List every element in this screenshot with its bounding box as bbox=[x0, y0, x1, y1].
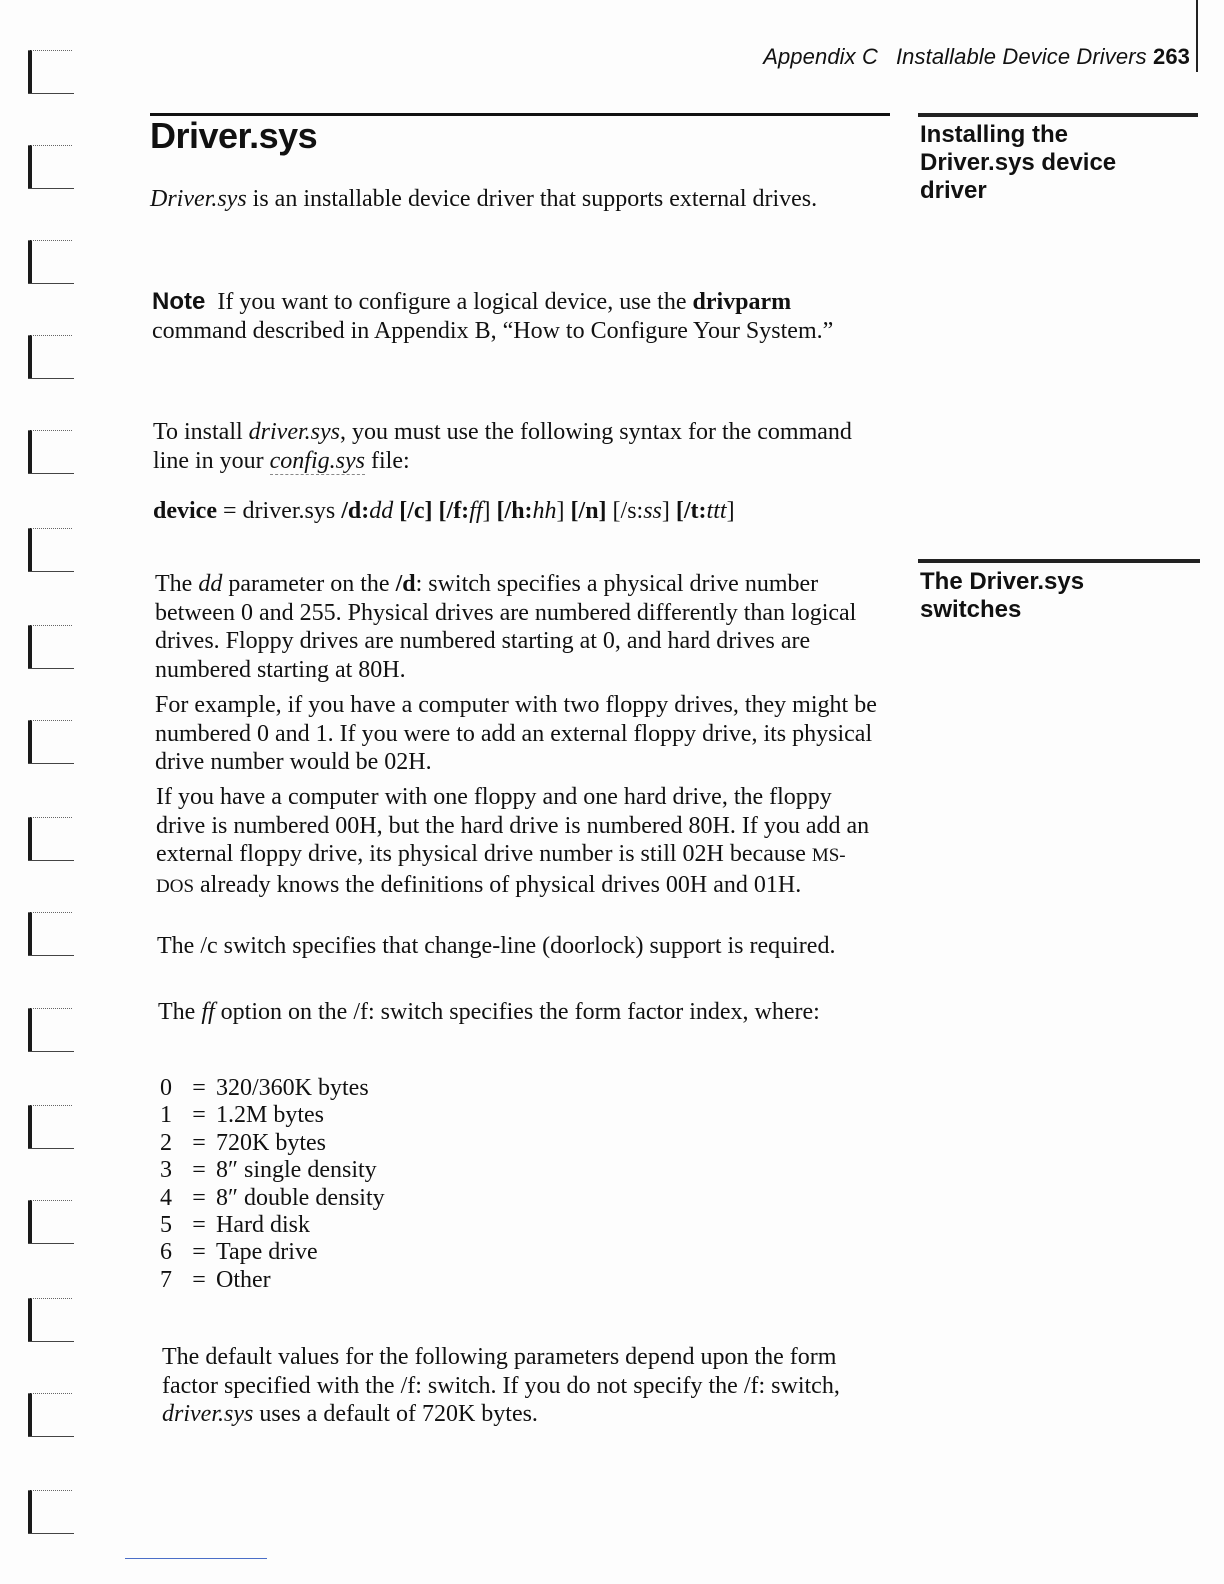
appendix-label: Appendix C bbox=[763, 44, 878, 69]
ff-eq: = bbox=[192, 1239, 206, 1266]
ff-desc: Other bbox=[216, 1266, 271, 1293]
example-paragraph: For example, if you have a computer with two floppy drives, they might be numbered 0 and 1. If you were to add an external floppy drive, its physical drive number would be 02H. bbox=[155, 692, 877, 775]
ff-index: 4 bbox=[160, 1184, 172, 1211]
list-item bbox=[160, 1267, 385, 1294]
tab-mark bbox=[28, 1008, 72, 1052]
ff-index: 6 bbox=[160, 1239, 172, 1266]
one-floppy-paragraph bbox=[156, 783, 881, 901]
syntax-t-switch: [/t: bbox=[675, 498, 707, 524]
list-item bbox=[160, 1130, 385, 1157]
list-item bbox=[160, 1102, 385, 1129]
syntax-dd: dd bbox=[369, 498, 394, 524]
tab-mark bbox=[28, 430, 72, 474]
syntax-f-switch: [/f: bbox=[438, 498, 470, 524]
footer-line bbox=[125, 1558, 267, 1559]
tab-mark bbox=[28, 912, 72, 956]
syntax-bracket: ] bbox=[482, 498, 497, 524]
driver-sys-term: Driver.sys bbox=[150, 186, 247, 212]
ff-eq: = bbox=[192, 1157, 206, 1184]
floppy-text-post: already knows the definitions of physical drives 00H and 01H. bbox=[194, 871, 802, 898]
syntax-ss: ss bbox=[643, 498, 662, 524]
floppy-text-pre: If you have a computer with one floppy and one hard drive, the floppy drive is numbered 00H, but the hard drive is numbered 80H. If you add an external floppy drive, its physical drive number is still 02H because bbox=[156, 784, 870, 867]
intro-paragraph bbox=[150, 185, 870, 214]
chapter-title: Installable Device Drivers bbox=[895, 44, 1147, 69]
defaults-text-post: uses a default of 720K bytes. bbox=[253, 1401, 538, 1427]
syntax-h-switch: [/h: bbox=[496, 498, 533, 524]
side-heading-line: Driver.sys device bbox=[920, 149, 1117, 176]
tab-mark bbox=[28, 625, 72, 669]
ff-eq: = bbox=[192, 1266, 206, 1293]
note-text-pre: If you want to configure a logical device, use the bbox=[217, 289, 693, 315]
form-factor-list bbox=[160, 1075, 385, 1294]
ff-eq: = bbox=[192, 1212, 206, 1239]
side-rule-switches bbox=[918, 559, 1200, 563]
ff-option-paragraph bbox=[158, 998, 858, 1027]
ff-index: 3 bbox=[160, 1157, 172, 1184]
syntax-line bbox=[153, 497, 893, 526]
tab-mark bbox=[28, 1200, 72, 1244]
syntax-bracket: ] bbox=[726, 498, 735, 524]
msdos-term: MS-DOS bbox=[156, 845, 846, 897]
tab-mark bbox=[28, 720, 72, 764]
intro-text: is an installable device driver that supports external drives. bbox=[246, 186, 818, 212]
side-heading-line: The Driver.sys bbox=[920, 568, 1085, 595]
dd-text-pre: The bbox=[155, 571, 199, 597]
config-sys-term: config.sys bbox=[269, 447, 365, 474]
page-edge-line bbox=[1196, 0, 1198, 72]
syntax-bracket: ] bbox=[556, 498, 571, 524]
side-heading-line: switches bbox=[920, 596, 1022, 623]
install-text-mid: , you must use the following syntax for the command line in your bbox=[153, 419, 852, 474]
ff-desc: Tape drive bbox=[216, 1239, 318, 1266]
tab-mark bbox=[28, 1298, 72, 1342]
ff-desc: Hard disk bbox=[216, 1212, 310, 1239]
tab-mark bbox=[28, 1490, 72, 1534]
note-paragraph bbox=[152, 288, 887, 345]
ff-desc: 720K bytes bbox=[216, 1129, 326, 1156]
running-header bbox=[763, 44, 1190, 70]
tab-mark bbox=[28, 240, 72, 284]
ff-eq: = bbox=[192, 1184, 206, 1211]
dd-parameter-paragraph bbox=[155, 570, 880, 684]
ff-index: 2 bbox=[160, 1129, 172, 1156]
syntax-s-switch: [/s: bbox=[612, 498, 644, 524]
list-item bbox=[160, 1212, 385, 1239]
syntax-hh: hh bbox=[532, 498, 557, 524]
tab-mark bbox=[28, 528, 72, 572]
install-text-pre: To install bbox=[153, 419, 249, 445]
driver-sys-term: driver.sys bbox=[162, 1401, 254, 1427]
ff-text-pre: The bbox=[158, 999, 202, 1025]
side-heading-line: driver bbox=[920, 177, 987, 204]
d-switch: /d bbox=[395, 571, 416, 597]
driver-sys-term: driver.sys bbox=[248, 419, 340, 445]
ff-eq: = bbox=[192, 1102, 206, 1129]
syntax-c-switch: [/c] bbox=[393, 498, 439, 524]
ff-index: 1 bbox=[160, 1102, 172, 1129]
dd-text-post: : switch specifies a physical drive number between 0 and 255. Physical drives are numbered differently than logical drives. Floppy drives are numbered starting at 0, and hard drives are numbered starting at 80H. bbox=[155, 571, 857, 683]
ff-eq: = bbox=[192, 1129, 206, 1156]
drivparm-command: drivparm bbox=[692, 289, 792, 315]
note-text-post: command described in Appendix B, “How to Configure Your System.” bbox=[152, 317, 834, 344]
dd-text-mid: parameter on the bbox=[222, 571, 396, 597]
defaults-text-pre: The default values for the following parameters depend upon the form factor specified with the /f: switch. If you do not specify the /f: switch, bbox=[162, 1344, 840, 1399]
side-heading-line: Installing the bbox=[920, 121, 1069, 148]
page-title: Driver.sys bbox=[150, 115, 318, 156]
list-item bbox=[160, 1239, 385, 1266]
tab-mark bbox=[28, 1105, 72, 1149]
syntax-ttt: ttt bbox=[706, 498, 727, 524]
tab-mark bbox=[28, 50, 72, 94]
syntax-device: device bbox=[153, 498, 217, 524]
note-label: Note bbox=[152, 288, 206, 315]
ff-eq: = bbox=[192, 1075, 206, 1101]
ff-index: 7 bbox=[160, 1266, 172, 1293]
install-text-post: file: bbox=[364, 447, 410, 474]
tab-mark bbox=[28, 1393, 72, 1437]
c-switch-paragraph: The /c switch specifies that change-line (doorlock) support is required. bbox=[157, 933, 836, 959]
side-heading-installing bbox=[920, 121, 1180, 205]
list-item bbox=[160, 1185, 385, 1212]
list-item bbox=[160, 1075, 385, 1102]
tab-mark bbox=[28, 145, 72, 189]
syntax-n-switch: [/n] bbox=[570, 498, 613, 524]
syntax-driver: driver.sys bbox=[242, 498, 342, 524]
install-paragraph bbox=[153, 418, 873, 475]
ff-desc: 8″ single density bbox=[216, 1157, 377, 1184]
syntax-ff: ff bbox=[469, 498, 483, 524]
side-heading-switches bbox=[920, 568, 1180, 624]
syntax-bracket: ] bbox=[661, 498, 676, 524]
page-number: 263 bbox=[1152, 44, 1190, 69]
ff-index: 0 bbox=[160, 1075, 172, 1101]
side-rule-installing bbox=[918, 113, 1198, 117]
tab-mark bbox=[28, 817, 72, 861]
ff-desc: 320/360K bytes bbox=[216, 1075, 369, 1101]
ff-index: 5 bbox=[160, 1212, 172, 1239]
tab-mark bbox=[28, 335, 72, 379]
syntax-eq: = bbox=[216, 498, 243, 524]
syntax-d-switch: /d: bbox=[341, 498, 370, 524]
defaults-paragraph bbox=[162, 1343, 887, 1429]
ff-desc: 1.2M bytes bbox=[216, 1102, 324, 1129]
ff-desc: 8″ double density bbox=[216, 1184, 385, 1211]
ff-text-post: option on the /f: switch specifies the form factor index, where: bbox=[214, 999, 820, 1025]
ff-term: ff bbox=[201, 999, 215, 1025]
dd-term: dd bbox=[198, 571, 223, 597]
list-item bbox=[160, 1157, 385, 1184]
